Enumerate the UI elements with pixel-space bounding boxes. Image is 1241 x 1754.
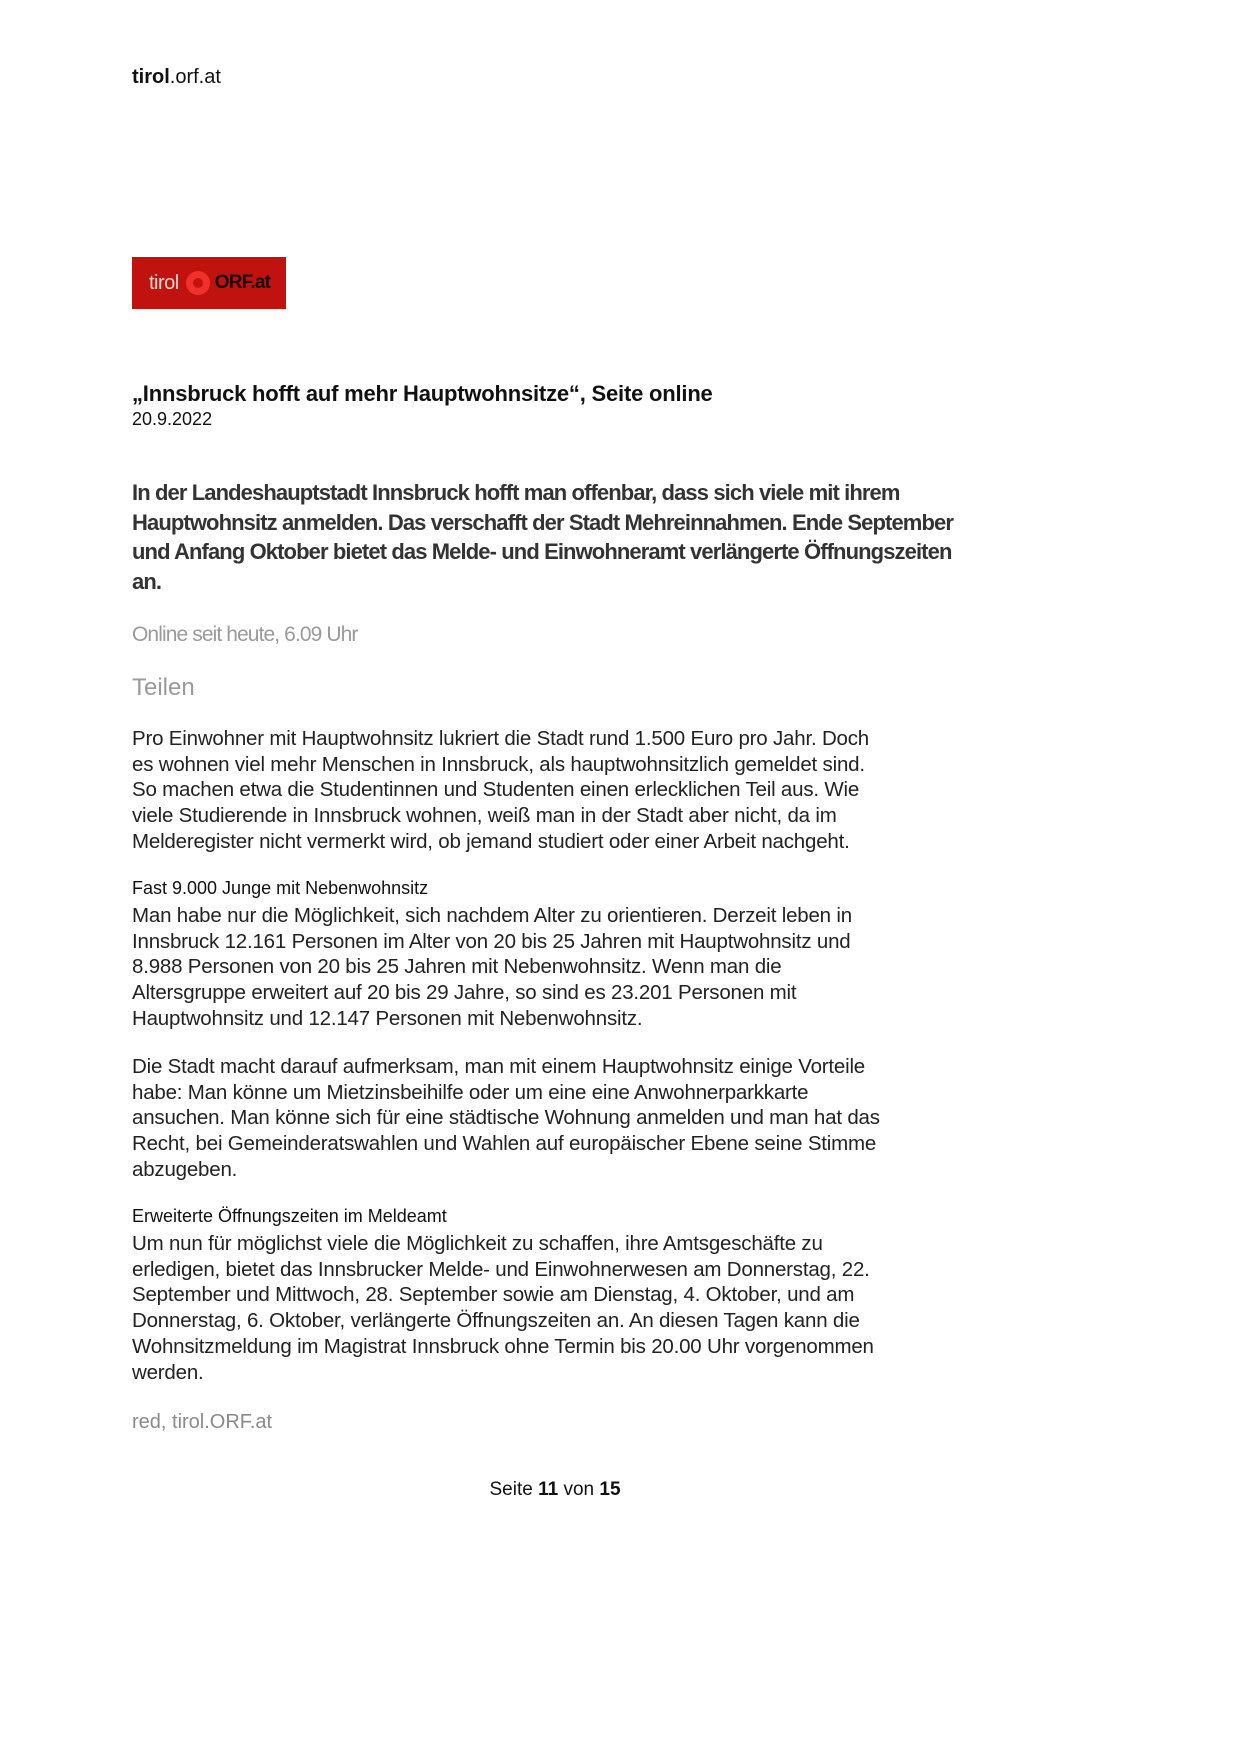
paragraph-2 [132,903,852,1032]
paragraph-4 [132,1231,874,1385]
share-button[interactable]: Teilen [132,674,195,701]
site-name-bold: tirol [132,66,170,88]
text-line: Hauptwohnsitz und 12.147 Personen mit Nebenwohnsitz. [132,1006,643,1030]
text-line: Die Stadt macht darauf aufmerksam, man mit einem Hauptwohnsitz einige Vorteile [132,1055,866,1078]
text-line: Innsbruck 12.161 Personen im Alter von 20 bis 25 Jahren mit Hauptwohnsitz und [132,929,851,953]
source-credit: red, tirol.ORF.at [132,1411,273,1433]
text-line: September und Mittwoch, 28. September sowie am Dienstag, 4. Oktober, und am [132,1283,855,1307]
article-lead [132,478,953,596]
footer-mid: von [563,1479,595,1500]
text-line: habe: Man könne um Mietzinsbeihilfe oder um eine eine Anwohnerparkkarte [132,1080,809,1104]
orf-eye-icon [186,271,210,295]
text-line: Recht, bei Gemeinderatswahlen und Wahlen auf europäischer Ebene seine Stimme [132,1132,877,1156]
text-line: Wohnsitzmeldung im Magistrat Innsbruck ohne Termin bis 20.00 Uhr vorgenommen [132,1334,874,1358]
page-footer [0,1479,1110,1501]
subheading-1: Fast 9.000 Junge mit Nebenwohnsitz [132,878,429,898]
page-total: 15 [599,1479,621,1500]
orf-tirol-logo [132,257,286,309]
text-line: erledigen, bietet das Innsbrucker Melde- und Einwohnerwesen am Donnerstag, 22. [132,1257,870,1281]
text-line: Pro Einwohner mit Hauptwohnsitz lukriert die Stadt rund 1.500 Euro pro Jahr. Doch [132,727,869,750]
text-line: In der Landeshauptstadt Innsbruck hofft man offenbar, dass sich viele mit ihrem [132,480,900,505]
text-line: Donnerstag, 6. Oktober, verlängerte Öffnungszeiten an. An diesen Tagen kann die [132,1309,860,1333]
footer-prefix: Seite [489,1479,533,1500]
site-name [132,66,221,89]
text-line: abzugeben. [132,1157,238,1181]
page-number: 11 [538,1479,559,1500]
text-line: Altersgruppe erweitert auf 20 bis 29 Jahre, so sind es 23.201 Personen mit [132,981,797,1005]
text-line: So machen etwa die Studentinnen und Studenten einen erlecklichen Teil aus. Wie [132,778,860,802]
online-timestamp: Online seit heute, 6.09 Uhr [132,623,358,646]
text-line: ansuchen. Man könne sich für eine städtische Wohnung anmelden und man hat das [132,1106,880,1130]
text-line: an. [132,568,162,594]
text-line: Man habe nur die Möglichkeit, sich nachdem Alter zu orientieren. Derzeit leben in [132,904,852,927]
text-line: es wohnen viel mehr Menschen in Innsbruck, als hauptwohnsitzlich gemeldet sind. [132,752,865,776]
text-line: werden. [132,1360,204,1384]
paragraph-3 [132,1054,880,1183]
article-title: „Innsbruck hofft auf mehr Hauptwohnsitze“, Seite online [132,381,713,406]
subheading-2: Erweiterte Öffnungszeiten im Meldeamt [132,1206,447,1226]
logo-text-tirol: tirol [149,271,179,294]
article-date: 20.9.2022 [132,409,213,429]
text-line: viele Studierende in Innsbruck wohnen, weiß man in der Stadt aber nicht, da im [132,804,837,828]
text-line: Hauptwohnsitz anmelden. Das verschafft der Stadt Mehreinnahmen. Ende September [132,509,953,535]
text-line: und Anfang Oktober bietet das Melde- und Einwohneramt verlängerte Öffnungszeiten [132,539,952,564]
text-line: Um nun für möglichst viele die Möglichkeit zu schaffen, ihre Amtsgeschäfte zu [132,1232,823,1255]
text-line: 8.988 Personen von 20 bis 25 Jahren mit Nebenwohnsitz. Wenn man die [132,955,782,979]
site-name-rest: .orf.at [169,66,221,88]
logo-text-orf: ORF.at [214,272,271,293]
paragraph-1 [132,726,869,855]
text-line: Melderegister nicht vermerkt wird, ob jemand studiert oder einer Arbeit nachgeht. [132,829,850,853]
